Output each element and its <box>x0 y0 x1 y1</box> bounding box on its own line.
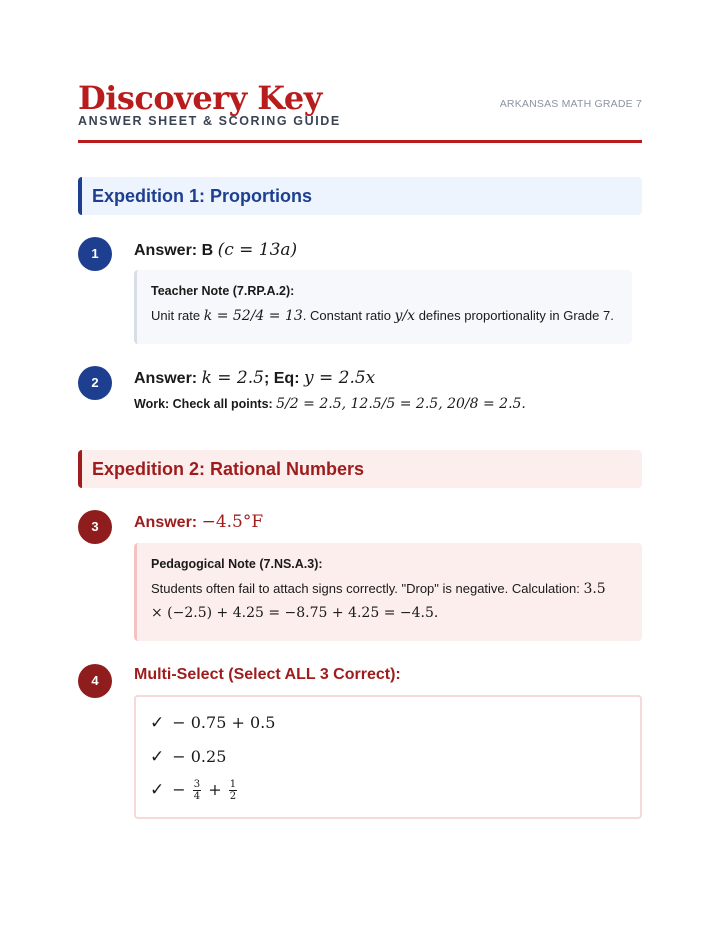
question-2-answer <box>134 368 375 388</box>
page-header <box>78 78 642 143</box>
question-number-badge: 1 <box>78 237 112 271</box>
section-header-expedition-2: Expedition 2: Rational Numbers <box>78 450 642 488</box>
question-number-badge: 2 <box>78 366 112 400</box>
question-1-answer <box>134 240 297 260</box>
note-math: y/x <box>394 308 416 324</box>
work-math: 5/2 = 2.5, 12.5/5 = 2.5, 20/8 = 2.5. <box>276 396 526 412</box>
fraction-numerator: 3 <box>193 779 201 790</box>
fraction-denominator: 4 <box>193 791 201 802</box>
grade-label: ARKANSAS MATH GRADE 7 <box>499 98 642 110</box>
option-text: − 0.75 + 0.5 <box>172 713 276 732</box>
option-text: − 0.25 <box>172 747 227 766</box>
question-number-badge: 3 <box>78 510 112 544</box>
pedagogical-note <box>134 543 642 641</box>
fraction-numerator: 1 <box>229 779 237 790</box>
work-line <box>134 396 526 412</box>
checkmark-icon: ✓ <box>150 780 165 800</box>
multi-select-option <box>150 747 226 767</box>
answer-label: Answer: B <box>134 242 214 259</box>
note-text: Unit rate <box>151 308 201 323</box>
fraction <box>193 779 201 802</box>
note-math: k = 52/4 = 13 <box>203 308 303 324</box>
fraction-denominator: 2 <box>229 791 237 802</box>
checkmark-icon: ✓ <box>150 713 165 733</box>
question-3-answer <box>134 512 263 532</box>
checkmark-icon: ✓ <box>150 747 165 767</box>
note-text: . Constant ratio <box>302 308 391 323</box>
multi-select-answers <box>134 695 642 819</box>
answer-separator: ; Eq: <box>263 370 300 387</box>
note-title: Pedagogical Note (7.NS.A.3): <box>151 557 323 571</box>
answer-math: y = 2.5x <box>303 368 376 388</box>
note-math: 3.5 <box>583 581 606 597</box>
answer-math: k = 2.5 <box>201 368 264 388</box>
page-subtitle: ANSWER SHEET & SCORING GUIDE <box>78 114 341 128</box>
option-operator: + <box>208 780 222 799</box>
section-header-expedition-1: Expedition 1: Proportions <box>78 177 642 215</box>
question-4-prompt: Multi-Select (Select ALL 3 Correct): <box>134 666 401 683</box>
note-body <box>151 304 618 328</box>
multi-select-option <box>150 713 275 733</box>
question-number-badge: 4 <box>78 664 112 698</box>
answer-math: −4.5°F <box>201 512 264 532</box>
fraction <box>229 779 237 802</box>
answer-label: Answer: <box>134 514 198 531</box>
multi-select-option <box>150 779 239 802</box>
option-sign: − <box>172 780 186 799</box>
answer-math: (c = 13a) <box>217 240 298 260</box>
note-math: × (−2.5) + 4.25 = −8.75 + 4.25 = −4.5. <box>151 605 439 621</box>
teacher-note <box>134 270 632 344</box>
answer-label: Answer: <box>134 370 198 387</box>
note-text: defines proportionality in Grade 7. <box>418 308 614 323</box>
note-text: Students often fail to attach signs correctly. "Drop" is negative. Calculation: <box>151 581 580 596</box>
note-body <box>151 577 628 625</box>
brand-title: Discovery Key <box>78 79 322 117</box>
note-title: Teacher Note (7.RP.A.2): <box>151 284 295 298</box>
work-label: Work: Check all points: <box>134 397 273 411</box>
